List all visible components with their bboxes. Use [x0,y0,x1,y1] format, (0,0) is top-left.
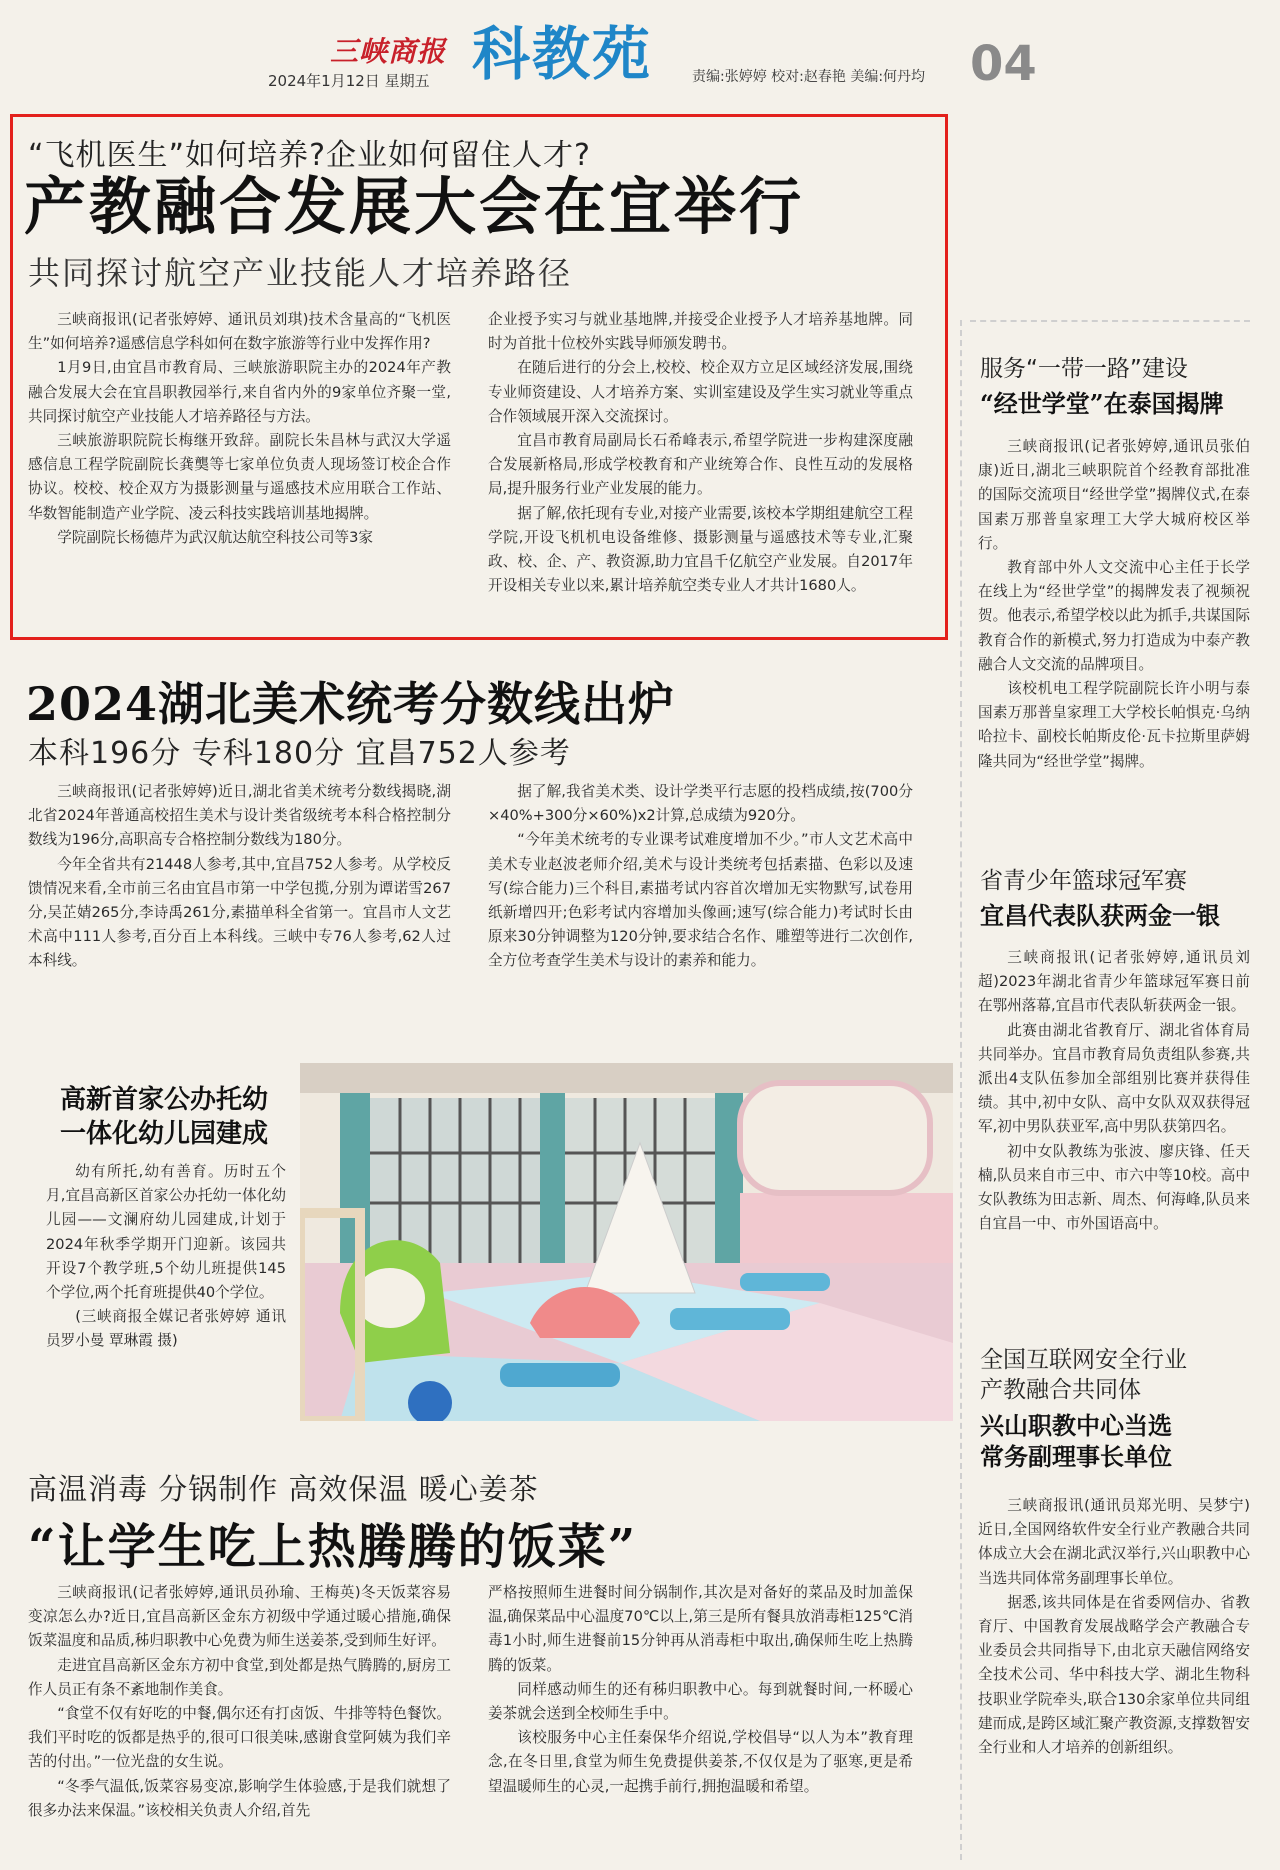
art-column-2 [488,780,913,974]
sidebar-paragraph: 据悉,该共同体是在省委网信办、省教育厅、中国教育发展战略学会产教融合专业委员会共同指导下,由北京天融信网络安全技术公司、华中科技大学、湖北生物科技职业学院牵头,联合130余家单位共同组建而成,是跨区域汇聚产教资源,支撑数智安全行业和人才培养的创新组织。 [978,1593,1250,1757]
art-subhead: 本科196分 专科180分 宜昌752人参考 [28,736,571,771]
photo-credit: (三峡商报全媒记者张婷婷 通讯员罗小曼 覃琳霞 摄) [46,1308,286,1350]
kindergarten-body [46,1160,286,1354]
newspaper-logo: 三峡商报 [330,35,447,68]
sidebar-divider [960,320,962,1860]
page-number: 04 [970,36,1037,92]
kindergarten-photo-image [300,1063,953,1421]
lead-paragraph: 学院副院长杨德芹为武汉航达航空科技公司等3家 [57,528,373,546]
canteen-kicker: 高温消毒 分锅制作 高效保温 暖心姜茶 [28,1472,539,1506]
art-column-1 [28,780,451,974]
sidebar-story-2-headline: 宜昌代表队获两金一银 [980,901,1220,930]
art-paragraph: 今年全省共有21448人参考,其中,宜昌752人参考。从学校反馈情况来看,全市前三名由宜昌市第一中学包揽,分别为谭诺雪267分,吴芷婧265分,李诗禹261分,素描单科全省第一。宜昌市人文艺术高中111人参考,百分百上本科线。三峡中专76人参考,62人过本科线。 [28,855,451,970]
sidebar-story-1-kicker: 服务“一带一路”建设 [980,356,1188,382]
art-paragraph: 据了解,我省美术类、设计学类平行志愿的投档成绩,按(700分×40%+300分×60%)x2计算,总成绩为920分。 [488,783,913,825]
canteen-paragraph: 该校服务中心主任秦保华介绍说,学校倡导“以人为本”教育理念,在冬日里,食堂为师生免费提供姜茶,不仅仅是为了驱寒,更是希望温暖师生的心灵,一起携手前行,拥抱温暖和希望。 [488,1729,913,1795]
sidebar-paragraph: 教育部中外人文交流中心主任于长学在线上为“经世学堂”的揭牌发表了视频祝贺。他表示,希望学校以此为抓手,共谋国际教育合作的新模式,努力打造成为中泰产教融合人文交流的品牌项目。 [978,559,1250,673]
sidebar-story-2-kicker: 省青少年篮球冠军赛 [980,868,1187,894]
editor-credits: 责编:张婷婷 校对:赵春艳 美编:何丹均 [692,69,926,85]
canteen-paragraph: 走进宜昌高新区金东方初中食堂,到处都是热气腾腾的,厨房工作人员正有条不紊地制作美食。 [28,1656,451,1698]
canteen-column-2 [488,1581,913,1799]
masthead [0,0,1280,110]
sidebar-story-2-body [978,946,1250,1236]
art-headline: 2024湖北美术统考分数线出炉 [26,677,676,731]
kindergarten-photo [300,1063,953,1421]
sidebar-paragraph: 此赛由湖北省教育厅、湖北省体育局共同举办。宜昌市教育局负责组队参赛,共派出4支队伍参加全部组别比赛并获得佳绩。其中,初中女队、高中女队双双获得冠军,初中男队获亚军,高中男队获第四名。 [978,1021,1250,1136]
sidebar-paragraph: 三峡商报讯(记者张婷婷,通讯员刘超)2023年湖北省青少年篮球冠军赛日前在鄂州落幕,宜昌市代表队斩获两金一银。 [978,949,1250,1015]
lead-paragraph: 在随后进行的分会上,校校、校企双方立足区域经济发展,围绕专业师资建设、人才培养方案、实训室建设及学生实习就业等重点合作领域展开深入交流探讨。 [488,359,913,425]
canteen-paragraph: “冬季气温低,饭菜容易变凉,影响学生体验感,于是我们就想了很多办法来保温。”该校相关负责人介绍,首先 [28,1777,451,1819]
canteen-column-1 [28,1581,451,1823]
canteen-paragraph: 同样感动师生的还有秭归职教中心。每到就餐时间,一杯暖心姜茶就会送到全校师生手中。 [488,1680,913,1723]
issue-date: 2024年1月12日 星期五 [268,72,430,90]
lead-headline: 产教融合发展大会在宜举行 [24,170,805,243]
art-paragraph: “今年美术统考的专业课考试难度增加不少。”市人文艺术高中美术专业赵波老师介绍,美术与设计类统考包括素描、色彩以及速写(综合能力)三个科目,素描考试内容首次增加无实物默写,试卷用纸新增四开;色彩考试内容增加头像画;速写(综合能力)考试时长由原来30分钟调整为120分钟,要求结合名作、雕塑等进行二次创作,全方位考查学生美术与设计的素养和能力。 [488,831,913,970]
sidebar-story-3-body [978,1494,1250,1760]
lead-paragraph: 据了解,依托现有专业,对接产业需要,该校本学期组建航空工程学院,开设飞机机电设备维修、摄影测量与遥感技术等专业,汇聚政、校、企、产、教资源,助力宜昌千亿航空产业发展。自2017年开设相关专业以来,累计培养航空类专业人才共计1680人。 [488,504,913,595]
canteen-paragraph: “食堂不仅有好吃的中餐,偶尔还有打卤饭、牛排等特色餐饮。我们平时吃的饭都是热乎的,很可口很美味,感谢食堂阿姨为我们辛苦的付出。”一位光盘的女生说。 [28,1705,451,1771]
sidebar-story-3-kicker-line-2: 产教融合共同体 [980,1377,1141,1403]
lead-paragraph: 宜昌市教育局副局长石希峰表示,希望学院进一步构建深度融合发展新格局,形成学校教育和产业统筹合作、良性互动的发展格局,提升服务行业产业发展的能力。 [488,432,913,498]
sidebar-story-3-kicker-line-1: 全国互联网安全行业 [980,1347,1187,1373]
lead-paragraph: 三峡商报讯(记者张婷婷、通讯员刘琪)技术含量高的“飞机医生”如何培养?遥感信息学科如何在数字旅游等行业中发挥作用? [28,311,451,353]
lead-subhead: 共同探讨航空产业技能人才培养路径 [28,254,573,292]
sidebar-story-3-kicker [980,1345,1187,1405]
kindergarten-headline [44,1083,284,1151]
sidebar-story-3-headline [980,1410,1172,1472]
lead-column-2 [488,308,913,598]
canteen-paragraph: 三峡商报讯(记者张婷婷,通讯员孙瑜、王梅英)冬天饭菜容易变凉怎么办?近日,宜昌高新区金东方初级中学通过暖心措施,确保饭菜温度和品质,秭归职教中心免费为师生送姜茶,受到师生好评。 [28,1584,451,1650]
art-paragraph: 三峡商报讯(记者张婷婷)近日,湖北省美术统考分数线揭晓,湖北省2024年普通高校招生美术与设计类省级统考本科合格控制分数线为196分,高职高专合格控制分数线为180分。 [28,783,451,849]
sidebar-paragraph: 该校机电工程学院副院长许小明与泰国素万那普皇家理工大学校长帕惧克·乌纳哈拉卡、副校长帕斯皮伦·瓦卡拉斯里萨姆隆共同为“经世学堂”揭牌。 [978,680,1250,770]
canteen-paragraph: 严格按照师生进餐时间分锅制作,其次是对备好的菜品及时加盖保温,确保菜品中心温度70℃以上,第三是所有餐具放消毒柜125℃消毒1小时,师生进餐前15分钟再从消毒柜中取出,确保师生吃上热腾腾的饭菜。 [488,1584,913,1674]
lead-kicker: “飞机医生”如何培养?企业如何留住人才? [28,138,591,173]
canteen-headline: “让学生吃上热腾腾的饭菜” [28,1519,638,1575]
sidebar-story-3-headline-line-2: 常务副理事长单位 [980,1442,1172,1471]
lead-paragraph: 企业授予实习与就业基地牌,并接受企业授予人才培养基地牌。同时为首批十位校外实践导师颁发聘书。 [488,311,913,353]
sidebar-paragraph: 初中女队教练为张波、廖庆锋、任天楠,队员来自市三中、市六中等10校。高中女队教练为田志新、周杰、何海峰,队员来自宜昌一中、市外国语高中。 [978,1142,1250,1233]
sidebar-top-rule [970,320,1250,322]
section-title: 科教苑 [472,20,653,88]
kindergarten-headline-line-1: 高新首家公办托幼 [59,1085,268,1115]
lead-column-1 [28,308,451,550]
lead-paragraph: 1月9日,由宜昌市教育局、三峡旅游职院主办的2024年产教融合发展大会在宜昌职教园举行,来自省内外的9家单位齐聚一堂,共同探讨航空产业技能人才培养路径与方法。 [28,359,451,425]
sidebar-story-1-headline: “经世学堂”在泰国揭牌 [980,389,1224,418]
lead-paragraph: 三峡旅游职院院长梅继开致辞。副院长朱昌林与武汉大学遥感信息工程学院副院长龚龑等七家单位负责人现场签订校企合作协议。校校、校企双方为摄影测量与遥感技术应用联合工作站、华数智能制造产业学院、凌云科技实践培训基地揭牌。 [28,432,451,522]
sidebar-story-3-headline-line-1: 兴山职教中心当选 [980,1411,1172,1440]
kindergarten-headline-line-2: 一体化幼儿园建成 [59,1119,268,1149]
kindergarten-paragraph: 幼有所托,幼有善育。历时五个月,宜昌高新区首家公办托幼一体化幼儿园——文澜府幼儿园建成,计划于2024年秋季学期开门迎新。该园共开设7个教学班,5个幼儿班提供145个学位,两个托育班提供40个学位。 [46,1163,286,1302]
sidebar-paragraph: 三峡商报讯(通讯员郑光明、吴梦宁)近日,全国网络软件安全行业产教融合共同体成立大会在湖北武汉举行,兴山职教中心当选共同体常务副理事长单位。 [978,1497,1250,1587]
sidebar-paragraph: 三峡商报讯(记者张婷婷,通讯员张伯康)近日,湖北三峡职院首个经教育部批准的国际交流项目“经世学堂”揭牌仪式,在泰国素万那普皇家理工大学大城府校区举行。 [978,438,1250,552]
sidebar-story-1-body [978,435,1250,774]
